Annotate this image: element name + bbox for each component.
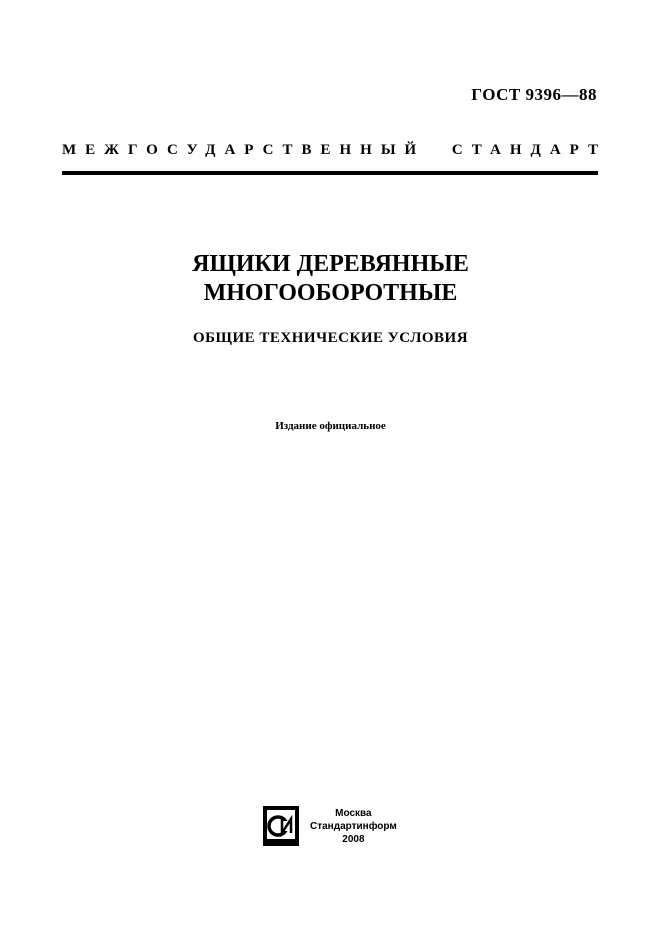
title-line-1: ЯЩИКИ ДЕРЕВЯННЫЕ [192, 251, 469, 277]
publisher-city: Москва [335, 807, 372, 819]
standartinform-logo-icon [262, 805, 300, 847]
header-divider [62, 171, 598, 175]
document-subtitle: ОБЩИЕ ТЕХНИЧЕСКИЕ УСЛОВИЯ [192, 330, 469, 346]
publisher-info [310, 807, 397, 846]
standard-type-heading [62, 142, 607, 159]
document-number: ГОСТ 9396—88 [471, 85, 597, 104]
publisher-name: Стандартинформ [310, 820, 397, 832]
publication-year: 2008 [342, 833, 365, 845]
publisher-block [262, 805, 397, 847]
standard-type-word-standard: СТАНДАРТ [451, 142, 607, 158]
edition-note: Издание официальное [275, 420, 386, 432]
title-line-2: МНОГООБОРОТНЫЕ [203, 280, 458, 306]
document-title [0, 250, 661, 308]
standard-type-word-interstate: МЕЖГОСУДАРСТВЕННЫЙ [62, 142, 426, 158]
